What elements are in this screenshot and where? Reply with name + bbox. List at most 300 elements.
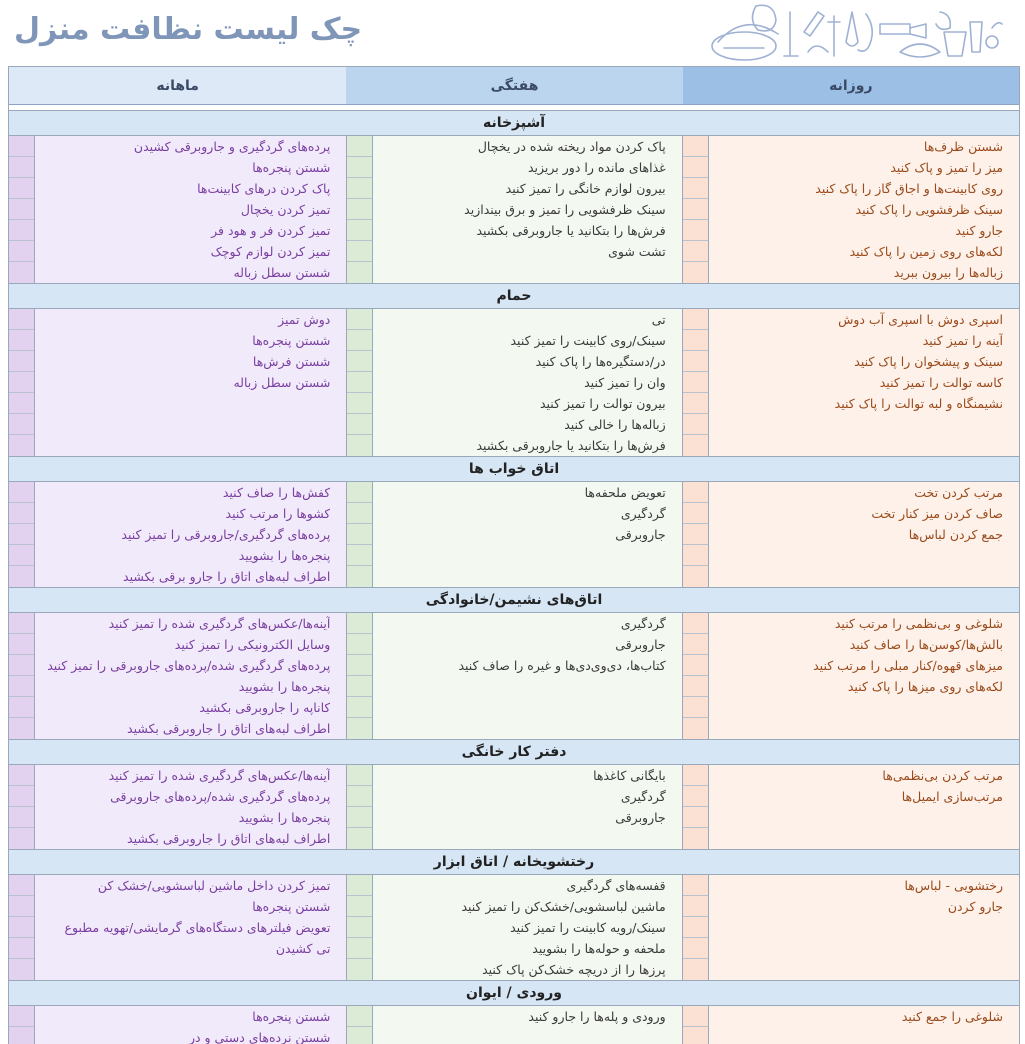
task-checkbox[interactable]: [347, 435, 372, 456]
monthly-column: [9, 1006, 346, 1044]
monthly-column: [9, 765, 346, 849]
weekly-column: [346, 482, 682, 587]
task-item: شستن ظرف‌ها: [923, 139, 1003, 154]
task-checkbox[interactable]: [347, 241, 372, 262]
task-checkbox[interactable]: [9, 309, 34, 330]
daily-column: [683, 765, 1019, 849]
task-checkbox[interactable]: [347, 262, 372, 283]
task-item: لکه‌های روی میزها را پاک کنید: [847, 679, 1003, 694]
task-item: شستن پنجره‌ها: [252, 1009, 331, 1024]
section-body: [9, 136, 1019, 284]
task-checkbox[interactable]: [9, 566, 34, 587]
task-checkbox[interactable]: [683, 220, 708, 241]
task-checkbox[interactable]: [683, 655, 708, 676]
task-checkbox[interactable]: [683, 875, 708, 896]
checkbox-column: [683, 875, 709, 980]
task-checkbox[interactable]: [9, 482, 34, 503]
task-item: [713, 959, 1003, 980]
checkbox-column: [347, 613, 373, 739]
task-checkbox[interactable]: [9, 676, 34, 697]
task-item: [377, 676, 665, 697]
task-item: ملحفه و حوله‌ها را بشویید: [532, 941, 666, 956]
header-monthly: ماهانه: [9, 67, 346, 104]
checkbox-column: [683, 613, 709, 739]
task-checkbox[interactable]: [347, 828, 372, 849]
task-checkbox[interactable]: [9, 875, 34, 896]
task-item: تمیز کردن فر و هود فر: [211, 223, 331, 238]
task-checkbox[interactable]: [683, 828, 708, 849]
task-checkbox[interactable]: [347, 1027, 372, 1044]
task-item: پنجره‌ها را بشویید: [238, 679, 331, 694]
task-item: کشوها را مرتب کنید: [225, 506, 331, 521]
checkbox-column: [683, 1006, 709, 1044]
section-body: [9, 482, 1019, 588]
task-checkbox[interactable]: [9, 414, 34, 435]
checkbox-column: [9, 875, 35, 980]
section-body: [9, 309, 1019, 457]
section-body: [9, 875, 1019, 981]
task-checkbox[interactable]: [683, 199, 708, 220]
task-checkbox[interactable]: [9, 351, 34, 372]
task-item: تی: [651, 312, 666, 327]
task-item: [713, 566, 1003, 587]
task-checkbox[interactable]: [683, 309, 708, 330]
daily-column: [683, 613, 1019, 739]
task-item: کاسه توالت را تمیز کنید: [879, 375, 1003, 390]
task-item: پاک کردن مواد ریخته شده در یخچال: [477, 139, 666, 154]
task-item: زباله‌ها را خالی کنید: [564, 417, 666, 432]
task-checkbox[interactable]: [683, 917, 708, 938]
task-item: آینه‌ها/عکس‌های گردگیری شده را تمیز کنید: [108, 616, 331, 631]
page-title: چک لیست نظافت منزل: [14, 12, 363, 47]
task-item: تعویض ملحفه‌ها: [584, 485, 666, 500]
task-item: [39, 414, 330, 435]
task-item: آینه را تمیز کنید: [922, 333, 1003, 348]
task-item: [39, 393, 330, 414]
task-item: شلوغی و بی‌نظمی را مرتب کنید: [834, 616, 1003, 631]
daily-column: [683, 482, 1019, 587]
weekly-column: [346, 875, 682, 980]
header-daily: روزانه: [683, 67, 1019, 104]
task-item: تمیز کردن یخچال: [240, 202, 331, 217]
task-checkbox[interactable]: [347, 896, 372, 917]
task-checkbox[interactable]: [347, 199, 372, 220]
task-item: [713, 807, 1003, 828]
task-checkbox[interactable]: [9, 896, 34, 917]
checkbox-column: [9, 309, 35, 456]
daily-column: [683, 136, 1019, 283]
header-weekly: هفتگی: [346, 67, 682, 104]
task-item: سینک/رویه کابینت را تمیز کنید: [510, 920, 666, 935]
task-item: گردگیری: [620, 616, 666, 631]
task-item: میز را تمیز و پاک کنید: [890, 160, 1003, 175]
task-item: پرده‌های گردگیری/جاروبرقی را تمیز کنید: [121, 527, 331, 542]
task-checkbox[interactable]: [347, 917, 372, 938]
task-checkbox[interactable]: [9, 545, 34, 566]
task-item: پرده‌های گردگیری شده/پرده‌های جاروبرقی را تمیز کنید: [47, 658, 331, 673]
task-checkbox[interactable]: [9, 634, 34, 655]
monthly-column: [9, 136, 346, 283]
task-item: شلوغی را جمع کنید: [901, 1009, 1003, 1024]
task-checkbox[interactable]: [9, 718, 34, 739]
section-title: رختشویخانه / اتاق ابزار: [9, 850, 1019, 875]
task-item: پنجره‌ها را بشویید: [238, 810, 331, 825]
task-checkbox[interactable]: [9, 241, 34, 262]
task-list: [709, 482, 1019, 587]
task-checkbox[interactable]: [347, 482, 372, 503]
checkbox-column: [9, 1006, 35, 1044]
checkbox-column: [347, 765, 373, 849]
checkbox-column: [347, 1006, 373, 1044]
task-checkbox[interactable]: [683, 435, 708, 456]
task-checkbox[interactable]: [347, 545, 372, 566]
daily-column: [683, 1006, 1019, 1044]
task-item: اطراف لبه‌های اتاق را جارو برقی بکشید: [123, 569, 331, 584]
section-body: [9, 765, 1019, 850]
task-item: [377, 566, 665, 587]
monthly-column: [9, 875, 346, 980]
task-item: دوش تمیز: [278, 312, 331, 327]
task-checkbox[interactable]: [9, 613, 34, 634]
task-checkbox[interactable]: [683, 330, 708, 351]
task-item: بالش‌ها/کوسن‌ها را صاف کنید: [849, 637, 1003, 652]
monthly-column: [9, 482, 346, 587]
task-checkbox[interactable]: [347, 503, 372, 524]
task-checkbox[interactable]: [683, 697, 708, 718]
task-list: [373, 482, 681, 587]
weekly-column: [346, 136, 682, 283]
task-item: لکه‌های روی زمین را پاک کنید: [849, 244, 1003, 259]
task-checkbox[interactable]: [9, 220, 34, 241]
task-item: پاک کردن درهای کابینت‌ها: [197, 181, 331, 196]
task-checkbox[interactable]: [683, 765, 708, 786]
task-list: [35, 309, 346, 456]
task-item: وان را تمیز کنید: [584, 375, 666, 390]
task-checkbox[interactable]: [347, 718, 372, 739]
task-checkbox[interactable]: [347, 786, 372, 807]
task-list: [709, 765, 1019, 849]
task-list: [35, 613, 346, 739]
task-checkbox[interactable]: [683, 566, 708, 587]
task-item: تمیز کردن داخل ماشین لباسشویی/خشک کن: [97, 878, 331, 893]
task-item: رختشویی - لباس‌ها: [904, 878, 1003, 893]
task-list: [373, 613, 681, 739]
task-checkbox[interactable]: [683, 503, 708, 524]
task-item: بیرون لوازم خانگی را تمیز کنید: [505, 181, 666, 196]
task-checkbox[interactable]: [683, 157, 708, 178]
task-item: شستن سطل زباله: [233, 375, 331, 390]
task-item: شستن فرش‌ها: [252, 354, 331, 369]
sections-container: [9, 111, 1019, 1044]
task-item: [713, 697, 1003, 718]
task-list: [709, 136, 1019, 283]
task-item: پرده‌های گردگیری و جاروبرقی کشیدن: [133, 139, 331, 154]
task-checkbox[interactable]: [683, 959, 708, 980]
task-checkbox[interactable]: [683, 482, 708, 503]
task-item: [713, 828, 1003, 849]
task-checkbox[interactable]: [347, 372, 372, 393]
task-list: [35, 765, 346, 849]
task-list: [373, 875, 681, 980]
task-item: اسپری دوش با اسپری آب دوش: [838, 312, 1003, 327]
task-checkbox[interactable]: [683, 262, 708, 283]
task-checkbox[interactable]: [9, 807, 34, 828]
task-item: شستن سطل زباله: [233, 265, 331, 280]
task-item: قفسه‌های گردگیری: [566, 878, 666, 893]
task-checkbox[interactable]: [683, 393, 708, 414]
task-checkbox[interactable]: [683, 896, 708, 917]
task-checkbox[interactable]: [347, 566, 372, 587]
cleaning-tools-illustration: [704, 2, 1004, 64]
checkbox-column: [683, 765, 709, 849]
task-item: جاروبرقی: [615, 810, 666, 825]
task-checkbox[interactable]: [683, 372, 708, 393]
task-checkbox[interactable]: [9, 330, 34, 351]
task-checkbox[interactable]: [347, 938, 372, 959]
task-list: [709, 613, 1019, 739]
task-item: [713, 1027, 1003, 1044]
task-list: [709, 309, 1019, 456]
checkbox-column: [683, 482, 709, 587]
task-checkbox[interactable]: [347, 136, 372, 157]
task-item: جارو کنید: [955, 223, 1003, 238]
task-checkbox[interactable]: [683, 136, 708, 157]
task-item: جارو کردن: [947, 899, 1003, 914]
checkbox-column: [347, 482, 373, 587]
task-checkbox[interactable]: [683, 718, 708, 739]
task-item: بیرون توالت را تمیز کنید: [539, 396, 666, 411]
task-list: [35, 1006, 346, 1044]
task-item: جمع کردن لباس‌ها: [908, 527, 1003, 542]
task-item: [377, 697, 665, 718]
task-list: [373, 1006, 681, 1044]
task-checkbox[interactable]: [347, 1006, 372, 1027]
task-item: کاناپه را جاروبرقی بکشید: [199, 700, 331, 715]
checkbox-column: [9, 765, 35, 849]
monthly-column: [9, 613, 346, 739]
task-item: پرزها را از دریچه خشک‌کن پاک کنید: [482, 962, 666, 977]
checkbox-column: [683, 136, 709, 283]
task-checkbox[interactable]: [683, 786, 708, 807]
checklist-table: [8, 66, 1020, 1044]
task-checkbox[interactable]: [347, 330, 372, 351]
task-item: بایگانی کاغذها: [593, 768, 666, 783]
weekly-column: [346, 613, 682, 739]
task-checkbox[interactable]: [683, 414, 708, 435]
column-header-row: [9, 67, 1019, 105]
task-item: کتاب‌ها، دی‌وی‌دی‌ها و غیره را صاف کنید: [458, 658, 666, 673]
task-checkbox[interactable]: [9, 199, 34, 220]
task-list: [709, 1006, 1019, 1044]
task-item: کفش‌ها را صاف کنید: [222, 485, 331, 500]
task-item: [377, 545, 665, 566]
task-item: اطراف لبه‌های اتاق را جاروبرقی بکشید: [127, 721, 331, 736]
task-checkbox[interactable]: [347, 220, 372, 241]
monthly-column: [9, 309, 346, 456]
task-checkbox[interactable]: [683, 1027, 708, 1044]
task-checkbox[interactable]: [9, 786, 34, 807]
task-checkbox[interactable]: [683, 351, 708, 372]
section-title: اتاق خواب ها: [9, 457, 1019, 482]
task-checkbox[interactable]: [347, 765, 372, 786]
task-checkbox[interactable]: [9, 178, 34, 199]
task-checkbox[interactable]: [347, 524, 372, 545]
task-checkbox[interactable]: [9, 828, 34, 849]
task-item: شستن پنجره‌ها: [252, 899, 331, 914]
checkbox-column: [9, 136, 35, 283]
task-item: [377, 1027, 665, 1044]
checkbox-column: [347, 875, 373, 980]
task-list: [35, 136, 346, 283]
task-list: [35, 482, 346, 587]
checkbox-column: [347, 136, 373, 283]
section-body: [9, 1006, 1019, 1044]
task-item: صاف کردن میز کنار تخت: [871, 506, 1003, 521]
task-item: ورودی و پله‌ها را جارو کنید: [528, 1009, 666, 1024]
task-checkbox[interactable]: [9, 765, 34, 786]
section-title: دفتر کار خانگی: [9, 740, 1019, 765]
section-title: ورودی / ایوان: [9, 981, 1019, 1006]
checkbox-column: [9, 613, 35, 739]
task-item: فرش‌ها را بتکانید یا جاروبرقی بکشید: [476, 438, 666, 453]
task-item: پرده‌های گردگیری شده/پرده‌های جاروبرقی: [110, 789, 331, 804]
task-list: [373, 309, 681, 456]
checkbox-column: [683, 309, 709, 456]
section-body: [9, 613, 1019, 740]
task-item: آینه‌ها/عکس‌های گردگیری شده را تمیز کنید: [108, 768, 331, 783]
task-item: [713, 917, 1003, 938]
task-checkbox[interactable]: [9, 157, 34, 178]
task-item: شستن نرده‌های دستی و در: [188, 1030, 331, 1044]
section-title: آشپزخانه: [9, 111, 1019, 136]
task-checkbox[interactable]: [347, 157, 372, 178]
task-checkbox[interactable]: [9, 435, 34, 456]
task-item: نشیمنگاه و لبه توالت را پاک کنید: [834, 396, 1003, 411]
task-checkbox[interactable]: [683, 613, 708, 634]
task-item: [377, 262, 665, 283]
task-item: شستن پنجره‌ها: [252, 333, 331, 348]
task-item: تعویض فیلترهای دستگاه‌های گرمایشی/تهویه مطبوع: [64, 920, 331, 935]
task-checkbox[interactable]: [347, 178, 372, 199]
task-item: تشت شوی: [608, 244, 666, 259]
task-item: ماشین لباسشویی/خشک‌کن را تمیز کنید: [461, 899, 666, 914]
task-checkbox[interactable]: [683, 241, 708, 262]
task-item: فرش‌ها را بتکانید یا جاروبرقی بکشید: [476, 223, 666, 238]
task-checkbox[interactable]: [347, 414, 372, 435]
task-item: شستن پنجره‌ها: [252, 160, 331, 175]
task-checkbox[interactable]: [9, 524, 34, 545]
task-item: گردگیری: [620, 506, 666, 521]
task-item: [713, 718, 1003, 739]
task-checkbox[interactable]: [347, 309, 372, 330]
task-list: [373, 765, 681, 849]
task-item: سینک و پیشخوان را پاک کنید: [854, 354, 1003, 369]
task-item: وسایل الکترونیکی را تمیز کنید: [174, 637, 331, 652]
task-item: زباله‌ها را بیرون ببرید: [893, 265, 1003, 280]
task-item: روی کابینت‌ها و اجاق گاز را پاک کنید: [815, 181, 1003, 196]
checkbox-column: [347, 309, 373, 456]
task-checkbox[interactable]: [683, 634, 708, 655]
task-item: [377, 718, 665, 739]
task-item: پنجره‌ها را بشویید: [238, 548, 331, 563]
title-bar: [0, 0, 1025, 66]
task-item: [713, 938, 1003, 959]
task-checkbox[interactable]: [347, 613, 372, 634]
task-checkbox[interactable]: [9, 393, 34, 414]
task-item: [39, 959, 330, 980]
task-item: میزهای قهوه/کنار مبلی را مرتب کنید: [813, 658, 1003, 673]
daily-column: [683, 875, 1019, 980]
task-item: [377, 828, 665, 849]
task-checkbox[interactable]: [9, 372, 34, 393]
task-item: مرتب کردن بی‌نظمی‌ها: [882, 768, 1003, 783]
checkbox-column: [9, 482, 35, 587]
task-item: در/دستگیره‌ها را پاک کنید: [535, 354, 666, 369]
task-checkbox[interactable]: [683, 545, 708, 566]
task-checkbox[interactable]: [9, 917, 34, 938]
task-item: جاروبرقی: [615, 637, 666, 652]
task-checkbox[interactable]: [9, 1027, 34, 1044]
task-item: [713, 545, 1003, 566]
task-list: [709, 875, 1019, 980]
task-checkbox[interactable]: [9, 959, 34, 980]
section-title: حمام: [9, 284, 1019, 309]
task-item: مرتب‌سازی ایمیل‌ها: [901, 789, 1003, 804]
task-checkbox[interactable]: [683, 807, 708, 828]
task-checkbox[interactable]: [347, 875, 372, 896]
task-item: سینک ظرفشویی را تمیز و برق بیندازید: [464, 202, 666, 217]
weekly-column: [346, 1006, 682, 1044]
task-item: تمیز کردن لوازم کوچک: [210, 244, 331, 259]
task-checkbox[interactable]: [347, 655, 372, 676]
task-checkbox[interactable]: [347, 351, 372, 372]
daily-column: [683, 309, 1019, 456]
task-list: [373, 136, 681, 283]
task-item: گردگیری: [620, 789, 666, 804]
task-item: مرتب کردن تخت: [914, 485, 1003, 500]
task-checkbox[interactable]: [9, 136, 34, 157]
task-item: سینک ظرفشویی را پاک کنید: [855, 202, 1003, 217]
task-item: اطراف لبه‌های اتاق را جاروبرقی بکشید: [127, 831, 331, 846]
task-checkbox[interactable]: [9, 938, 34, 959]
task-checkbox[interactable]: [683, 524, 708, 545]
weekly-column: [346, 309, 682, 456]
task-checkbox[interactable]: [347, 697, 372, 718]
task-checkbox[interactable]: [347, 959, 372, 980]
task-checkbox[interactable]: [9, 655, 34, 676]
task-checkbox[interactable]: [9, 262, 34, 283]
task-checkbox[interactable]: [683, 676, 708, 697]
task-checkbox[interactable]: [347, 393, 372, 414]
task-item: تی کشیدن: [275, 941, 331, 956]
task-checkbox[interactable]: [683, 1006, 708, 1027]
task-checkbox[interactable]: [347, 807, 372, 828]
task-checkbox[interactable]: [347, 634, 372, 655]
section-title: اتاق‌های نشیمن/خانوادگی: [9, 588, 1019, 613]
task-item: جاروبرقی: [615, 527, 666, 542]
task-checkbox[interactable]: [683, 178, 708, 199]
task-item: [713, 435, 1003, 456]
task-checkbox[interactable]: [9, 697, 34, 718]
task-checkbox[interactable]: [9, 1006, 34, 1027]
task-item: سینک/روی کابینت را تمیز کنید: [510, 333, 666, 348]
task-checkbox[interactable]: [347, 676, 372, 697]
task-item: [713, 414, 1003, 435]
task-list: [35, 875, 346, 980]
task-checkbox[interactable]: [683, 938, 708, 959]
task-checkbox[interactable]: [9, 503, 34, 524]
weekly-column: [346, 765, 682, 849]
